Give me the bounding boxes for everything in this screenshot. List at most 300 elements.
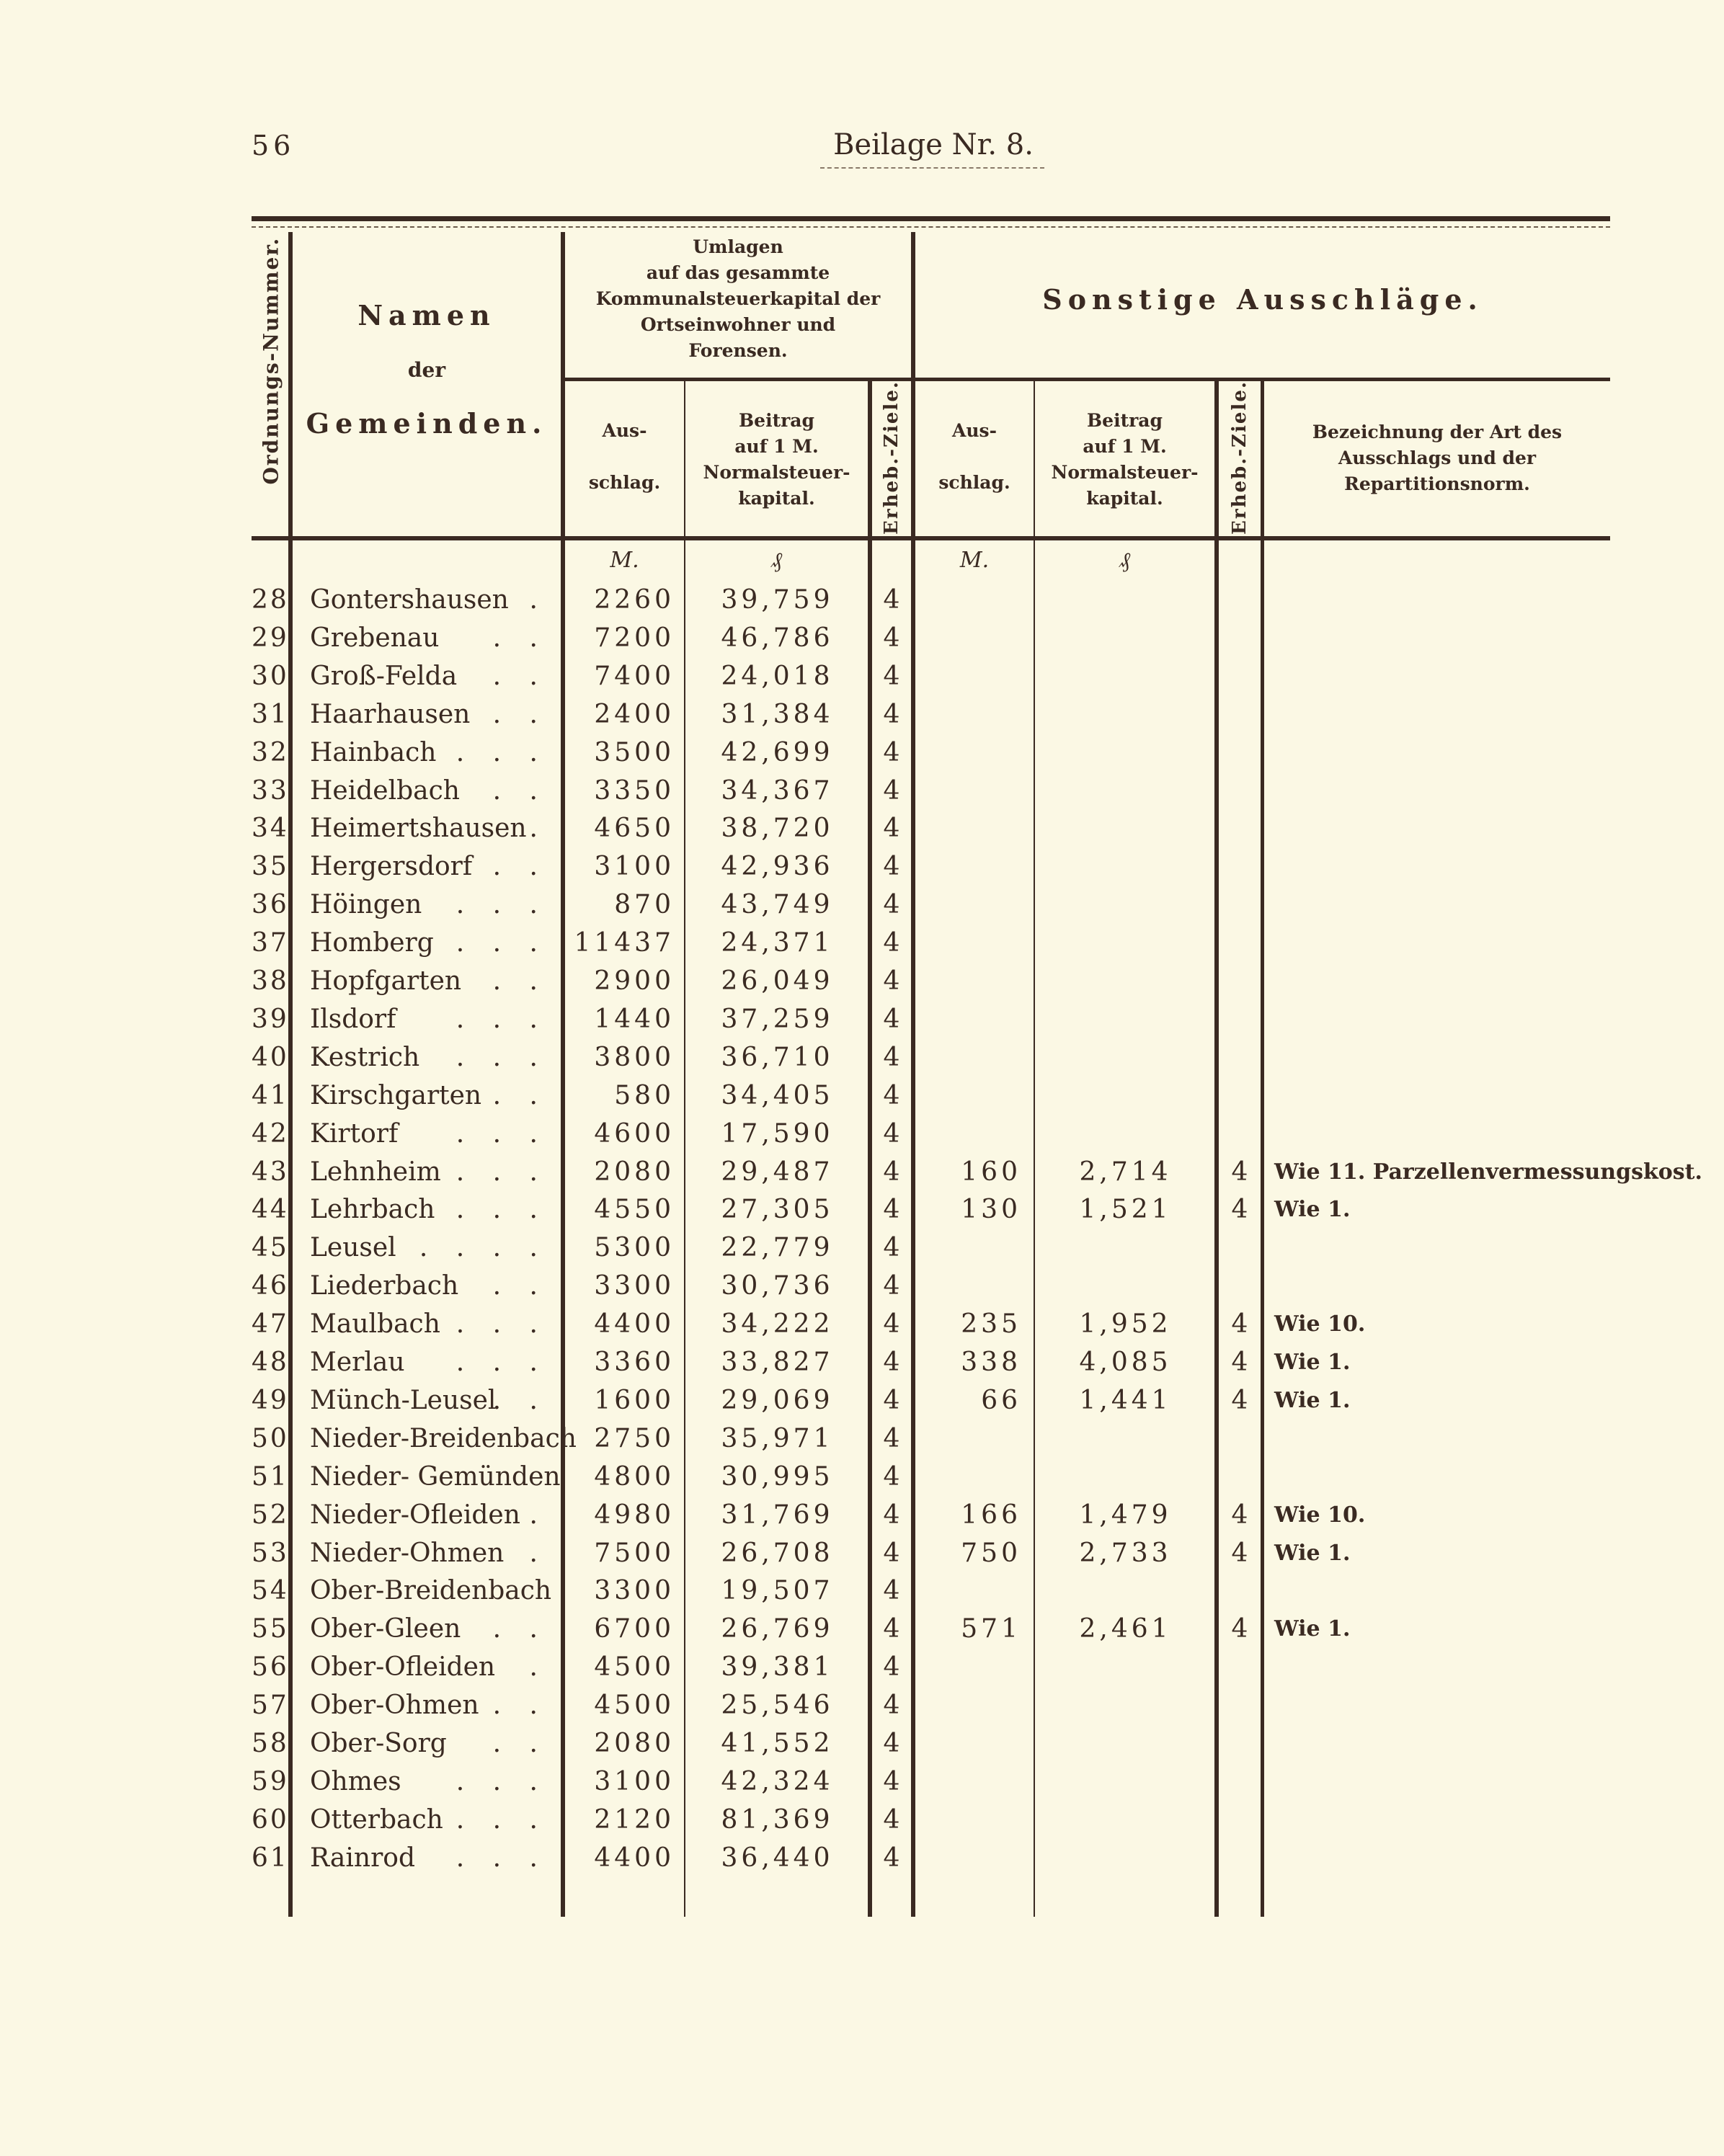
municipality-name: Kestrich [310, 1042, 420, 1072]
leader-dots: . . . [456, 1004, 548, 1034]
leader-dots: . [529, 814, 548, 844]
header-ausschlag-line: Aus- [602, 420, 647, 441]
header-umlagen-line: Kommunalsteuerkapital der [595, 288, 881, 309]
table-row [0, 1077, 1724, 1115]
sonstige-beitrag: 1,521 [1079, 1195, 1172, 1225]
repartition-note: Wie 10. [1274, 1502, 1366, 1528]
leader-dots: . . . [456, 1157, 548, 1187]
sonstige-beitrag: 2,714 [1079, 1157, 1172, 1187]
umlage-erheb-ziele: 4 [883, 1766, 900, 1796]
umlage-beitrag: 31,769 [721, 1500, 834, 1530]
umlage-erheb-ziele: 4 [883, 1233, 900, 1263]
umlage-erheb-ziele: 4 [883, 1309, 900, 1340]
row-number: 51 [252, 1461, 289, 1492]
umlage-ausschlag: 2900 [594, 966, 675, 996]
sonstige-beitrag: 2,461 [1079, 1614, 1172, 1644]
municipality-name: Homberg [310, 928, 434, 958]
sonstige-beitrag: 1,441 [1079, 1385, 1172, 1415]
umlage-erheb-ziele: 4 [883, 1271, 900, 1301]
umlage-erheb-ziele: 4 [883, 775, 900, 806]
header-erheb-ziele-2: Erheb.-Ziele. [1229, 380, 1250, 535]
municipality-name: Groß-Felda [310, 661, 458, 691]
row-number: 38 [252, 966, 289, 996]
header-umlagen-line: Ortseinwohner und [640, 314, 836, 335]
table-row [0, 1839, 1724, 1877]
municipality-name: Ober-Breidenbach [310, 1576, 552, 1606]
umlage-ausschlag: 3350 [594, 775, 675, 806]
leader-dots: . [529, 1652, 548, 1683]
leader-dots: . [529, 1538, 548, 1568]
sonstige-ausschlag: 166 [961, 1500, 1021, 1530]
leader-dots: . . . [456, 1348, 548, 1377]
umlage-ausschlag: 4800 [594, 1461, 675, 1492]
municipality-name: Heidelbach [310, 775, 460, 806]
municipality-name: Hopfgarten [310, 966, 462, 996]
header-umlagen-line: auf das gesammte [646, 262, 830, 283]
row-number: 35 [252, 852, 289, 882]
municipality-name: Ober-Ofleiden [310, 1652, 496, 1683]
umlage-beitrag: 25,546 [721, 1690, 834, 1721]
row-number: 32 [252, 737, 289, 767]
unit-mark-2: M. [959, 548, 990, 573]
umlage-ausschlag: 2260 [594, 585, 675, 615]
umlage-beitrag: 37,259 [721, 1004, 834, 1034]
umlage-beitrag: 30,995 [721, 1461, 834, 1492]
umlage-beitrag: 30,736 [721, 1271, 834, 1301]
table-row [0, 1153, 1724, 1191]
sonstige-erheb-ziele: 4 [1231, 1309, 1248, 1340]
row-number: 59 [252, 1766, 289, 1796]
umlage-beitrag: 17,590 [721, 1118, 834, 1149]
sonstige-beitrag: 2,733 [1079, 1538, 1172, 1568]
row-number: 34 [252, 814, 289, 844]
leader-dots: . . [492, 1729, 548, 1758]
table-row [0, 1572, 1724, 1610]
table-row [0, 1305, 1724, 1343]
umlage-erheb-ziele: 4 [883, 661, 900, 691]
leader-dots: . . [492, 699, 548, 729]
sonstige-erheb-ziele: 4 [1231, 1385, 1248, 1415]
municipality-name: Hainbach [310, 737, 437, 767]
municipality-name: Münch-Leusel [310, 1385, 497, 1415]
table-row [0, 772, 1724, 810]
leader-dots: . . . [456, 737, 548, 767]
umlage-ausschlag: 4500 [594, 1690, 675, 1721]
repartition-note: Wie 1. [1274, 1540, 1351, 1566]
umlage-ausschlag: 6700 [594, 1614, 675, 1644]
sonstige-ausschlag: 130 [961, 1195, 1021, 1225]
row-number: 57 [252, 1690, 289, 1721]
umlage-ausschlag: 2080 [594, 1157, 675, 1187]
title-underline [820, 167, 1044, 169]
sonstige-ausschlag: 571 [961, 1614, 1021, 1644]
repartition-note: Wie 10. [1274, 1311, 1366, 1337]
umlage-erheb-ziele: 4 [883, 1423, 900, 1453]
row-number: 52 [252, 1500, 289, 1530]
header-namen-line: Namen [357, 299, 496, 331]
leader-dots: . . [492, 966, 548, 996]
umlage-ausschlag: 1440 [594, 1004, 675, 1034]
umlage-ausschlag: 3100 [594, 1766, 675, 1796]
row-number: 41 [252, 1080, 289, 1110]
municipality-name: Höingen [310, 890, 422, 920]
header-beitrag-line: Beitrag [1087, 410, 1163, 431]
leader-dots: . . [492, 775, 548, 806]
umlage-ausschlag: 2750 [594, 1423, 675, 1453]
sonstige-ausschlag: 160 [961, 1157, 1021, 1187]
leader-dots: . . . [456, 1766, 548, 1796]
umlage-erheb-ziele: 4 [883, 890, 900, 920]
umlage-beitrag: 36,440 [721, 1843, 834, 1873]
umlage-erheb-ziele: 4 [883, 966, 900, 996]
umlage-erheb-ziele: 4 [883, 1729, 900, 1758]
table-row [0, 1038, 1724, 1077]
municipality-name: Nieder-Ohmen [310, 1538, 505, 1568]
header-ausschlag-2 [915, 418, 1034, 496]
header-bottom-rule [252, 536, 1610, 540]
umlage-erheb-ziele: 4 [883, 1461, 900, 1492]
umlage-ausschlag: 3300 [594, 1271, 675, 1301]
umlage-ausschlag: 2120 [594, 1804, 675, 1835]
table-row [0, 1686, 1724, 1724]
table-row [0, 1458, 1724, 1496]
umlage-ausschlag: 7400 [594, 661, 675, 691]
header-beitrag-line: Normalsteuer- [703, 462, 850, 483]
row-number: 31 [252, 699, 289, 729]
umlage-beitrag: 27,305 [721, 1195, 834, 1225]
table-row [0, 581, 1724, 619]
municipality-name: Haarhausen [310, 699, 471, 729]
umlage-beitrag: 34,222 [721, 1309, 834, 1340]
header-erheb-ziele: Erheb.-Ziele. [881, 380, 902, 535]
leader-dots: . . [492, 1385, 548, 1415]
umlage-ausschlag: 4650 [594, 814, 675, 844]
table-row [0, 1343, 1724, 1381]
municipality-name: Ober-Gleen [310, 1614, 461, 1644]
table-row [0, 1763, 1724, 1801]
header-sonstige-ausschlaege: Sonstige Ausschläge. [1042, 283, 1483, 316]
row-number: 36 [252, 890, 289, 920]
umlage-erheb-ziele: 4 [883, 1690, 900, 1721]
table-row [0, 1801, 1724, 1839]
leader-dots: . . [492, 1614, 548, 1644]
umlage-ausschlag: 4500 [594, 1652, 675, 1683]
table-row [0, 1190, 1724, 1229]
row-number: 50 [252, 1423, 289, 1453]
header-bezeichnung-line: Bezeichnung der Art des [1312, 422, 1563, 442]
umlage-ausschlag: 2080 [594, 1729, 675, 1758]
umlage-beitrag: 38,720 [721, 814, 834, 844]
umlage-ausschlag: 3800 [594, 1042, 675, 1072]
umlage-erheb-ziele: 4 [883, 585, 900, 615]
table-row [0, 1610, 1724, 1648]
sonstige-erheb-ziele: 4 [1231, 1614, 1248, 1644]
umlage-erheb-ziele: 4 [883, 623, 900, 653]
sonstige-ausschlag: 750 [961, 1538, 1021, 1568]
row-number: 48 [252, 1348, 289, 1377]
unit-mark-1: M. [610, 548, 639, 573]
umlage-beitrag: 26,769 [721, 1614, 834, 1644]
umlage-beitrag: 42,324 [721, 1766, 834, 1796]
row-number: 55 [252, 1614, 289, 1644]
umlage-erheb-ziele: 4 [883, 1195, 900, 1225]
umlage-erheb-ziele: 4 [883, 1385, 900, 1415]
row-number: 47 [252, 1309, 289, 1340]
municipality-name: Nieder-Ofleiden [310, 1500, 520, 1530]
umlage-erheb-ziele: 4 [883, 1576, 900, 1606]
sonstige-beitrag: 1,952 [1079, 1309, 1172, 1340]
header-beitrag-line: auf 1 M. [734, 436, 819, 457]
municipality-name: Otterbach [310, 1804, 443, 1835]
umlage-erheb-ziele: 4 [883, 1538, 900, 1568]
umlage-erheb-ziele: 4 [883, 1652, 900, 1683]
umlage-beitrag: 24,371 [721, 928, 834, 958]
row-number: 58 [252, 1729, 289, 1758]
umlage-ausschlag: 7500 [594, 1538, 675, 1568]
municipality-name: Leusel [310, 1233, 396, 1263]
sonstige-beitrag: 1,479 [1079, 1500, 1172, 1530]
page-number: 56 [252, 130, 296, 161]
header-ordnungs-nummer: Ordnungs-Nummer. [259, 236, 283, 485]
repartition-note: Wie 1. [1274, 1197, 1351, 1223]
municipality-name: Nieder-Breidenbach [310, 1423, 577, 1453]
header-subdivision-rule [563, 378, 1610, 381]
table-row [0, 1420, 1724, 1458]
table-row [0, 1648, 1724, 1686]
umlage-erheb-ziele: 4 [883, 1118, 900, 1149]
umlage-beitrag: 39,381 [721, 1652, 834, 1683]
umlage-erheb-ziele: 4 [883, 1042, 900, 1072]
leader-dots: . . . [456, 890, 548, 920]
umlage-beitrag: 42,936 [721, 852, 834, 882]
umlage-beitrag: 41,552 [721, 1729, 834, 1758]
table-row [0, 1381, 1724, 1420]
umlage-ausschlag: 11437 [574, 928, 675, 958]
header-beitrag-line: Beitrag [739, 410, 814, 431]
municipality-name: Grebenau [310, 623, 440, 653]
municipality-name: Ilsdorf [310, 1004, 396, 1034]
row-number: 30 [252, 661, 289, 691]
municipality-name: Maulbach [310, 1309, 440, 1340]
table-row [0, 1000, 1724, 1038]
municipality-name: Nieder- Gemünden [310, 1461, 561, 1492]
repartition-note: Wie 1. [1274, 1350, 1351, 1375]
sonstige-beitrag: 4,085 [1079, 1348, 1172, 1377]
umlage-beitrag: 31,384 [721, 699, 834, 729]
table-row [0, 886, 1724, 924]
row-number: 61 [252, 1843, 289, 1873]
leader-dots: . . . [456, 1195, 548, 1225]
leader-dots: . . . [456, 1042, 548, 1072]
leader-dots: . . . . [419, 1233, 548, 1263]
header-namen-line: der [407, 358, 446, 382]
umlage-erheb-ziele: 4 [883, 1614, 900, 1644]
header-beitrag-line: auf 1 M. [1083, 436, 1167, 457]
table-row [0, 924, 1724, 962]
table-row [0, 809, 1724, 847]
municipality-name: Gontershausen [310, 585, 509, 615]
row-number: 40 [252, 1042, 289, 1072]
sonstige-erheb-ziele: 4 [1231, 1195, 1248, 1225]
municipality-name: Ohmes [310, 1766, 401, 1796]
row-number: 33 [252, 775, 289, 806]
table-row [0, 619, 1724, 657]
umlage-beitrag: 81,369 [721, 1804, 834, 1835]
header-beitrag-line: kapital. [1086, 488, 1163, 509]
table-row [0, 1115, 1724, 1153]
umlage-ausschlag: 5300 [594, 1233, 675, 1263]
row-number: 37 [252, 928, 289, 958]
umlage-ausschlag: 1600 [594, 1385, 675, 1415]
sonstige-ausschlag: 66 [981, 1385, 1021, 1415]
umlage-ausschlag: 3100 [594, 852, 675, 882]
umlage-ausschlag: 4400 [594, 1843, 675, 1873]
umlage-ausschlag: 2400 [594, 699, 675, 729]
header-bezeichnung-line: Repartitionsnorm. [1344, 473, 1530, 494]
header-umlagen-line: Forensen. [688, 340, 788, 361]
umlage-beitrag: 22,779 [721, 1233, 834, 1263]
leader-dots: . . . [456, 1804, 548, 1835]
repartition-note: Wie 11. Parzellenvermessungskost. [1274, 1159, 1702, 1185]
table-row [0, 1229, 1724, 1267]
umlage-ausschlag: 4550 [594, 1195, 675, 1225]
umlage-ausschlag: 4400 [594, 1309, 675, 1340]
municipality-name: Kirtorf [310, 1118, 399, 1149]
row-number: 45 [252, 1233, 289, 1263]
umlage-erheb-ziele: 4 [883, 699, 900, 729]
umlage-erheb-ziele: 4 [883, 737, 900, 767]
sonstige-ausschlag: 235 [961, 1309, 1021, 1340]
header-bezeichnung-line: Ausschlags und der [1338, 447, 1537, 468]
umlage-beitrag: 26,049 [721, 966, 834, 996]
umlage-beitrag: 46,786 [721, 623, 834, 653]
umlage-erheb-ziele: 4 [883, 928, 900, 958]
row-number: 39 [252, 1004, 289, 1034]
table-row [0, 657, 1724, 695]
table-row [0, 1534, 1724, 1572]
municipality-name: Liederbach [310, 1271, 459, 1301]
sonstige-erheb-ziele: 4 [1231, 1157, 1248, 1187]
table-row [0, 1724, 1724, 1763]
table-row [0, 962, 1724, 1000]
table-row [0, 695, 1724, 734]
umlage-beitrag: 42,699 [721, 737, 834, 767]
row-number: 46 [252, 1271, 289, 1301]
row-number: 60 [252, 1804, 289, 1835]
sonstige-erheb-ziele: 4 [1231, 1500, 1248, 1530]
table-row [0, 1496, 1724, 1534]
municipality-name: Rainrod [310, 1843, 416, 1873]
leader-dots: . . . [456, 1843, 548, 1873]
umlage-ausschlag: 3500 [594, 737, 675, 767]
header-ausschlag-line: schlag. [938, 472, 1010, 493]
repartition-note: Wie 1. [1274, 1616, 1351, 1642]
umlage-beitrag: 19,507 [721, 1576, 834, 1606]
leader-dots: . . . [456, 1309, 548, 1340]
umlage-erheb-ziele: 4 [883, 1500, 900, 1530]
umlage-ausschlag: 3360 [594, 1348, 675, 1377]
umlage-erheb-ziele: 4 [883, 1004, 900, 1034]
row-number: 53 [252, 1538, 289, 1568]
umlage-beitrag: 34,367 [721, 775, 834, 806]
row-number: 49 [252, 1385, 289, 1415]
row-number: 42 [252, 1118, 289, 1149]
leader-dots: . [529, 1500, 548, 1530]
repartition-note: Wie 1. [1274, 1387, 1351, 1413]
umlage-ausschlag: 3300 [594, 1576, 675, 1606]
municipality-name: Kirschgarten [310, 1080, 482, 1110]
sonstige-erheb-ziele: 4 [1231, 1348, 1248, 1377]
umlage-beitrag: 29,069 [721, 1385, 834, 1415]
municipality-name: Ober-Ohmen [310, 1690, 479, 1721]
row-number: 54 [252, 1576, 289, 1606]
umlage-erheb-ziele: 4 [883, 1157, 900, 1187]
municipality-name: Merlau [310, 1348, 405, 1377]
header-beitrag-2 [1035, 408, 1214, 512]
leader-dots: . . [492, 1271, 548, 1301]
header-ausschlag-line: schlag. [588, 472, 661, 493]
leader-dots: . [529, 585, 548, 615]
unit-pfennig-1: ₰ [771, 548, 782, 573]
header-namen [293, 299, 561, 440]
umlage-beitrag: 24,018 [721, 661, 834, 691]
header-beitrag [685, 408, 868, 512]
table-top-rule [252, 216, 1610, 221]
table-row [0, 734, 1724, 772]
table-row [0, 847, 1724, 886]
umlage-beitrag: 39,759 [721, 585, 834, 615]
umlage-beitrag: 29,487 [721, 1157, 834, 1187]
header-umlagen [565, 234, 911, 364]
row-number: 28 [252, 585, 289, 615]
umlage-beitrag: 26,708 [721, 1538, 834, 1568]
umlage-erheb-ziele: 4 [883, 814, 900, 844]
leader-dots: . . [492, 1080, 548, 1110]
table-row [0, 1267, 1724, 1305]
leader-dots: . . [492, 623, 548, 653]
umlage-beitrag: 36,710 [721, 1042, 834, 1072]
umlage-erheb-ziele: 4 [883, 1843, 900, 1873]
umlage-ausschlag: 4600 [594, 1118, 675, 1149]
table-top-thin-rule [252, 226, 1610, 228]
municipality-name: Heimertshausen [310, 814, 527, 844]
header-ausschlag [565, 418, 684, 496]
umlage-beitrag: 33,827 [721, 1348, 834, 1377]
umlage-beitrag: 35,971 [721, 1423, 834, 1453]
unit-pfennig-2: ₰ [1119, 548, 1130, 573]
sonstige-ausschlag: 338 [961, 1348, 1021, 1377]
municipality-name: Ober-Sorg [310, 1729, 447, 1758]
header-ausschlag-line: Aus- [951, 420, 997, 441]
leader-dots: . . [492, 661, 548, 691]
header-beitrag-line: Normalsteuer- [1051, 462, 1199, 483]
umlage-ausschlag: 7200 [594, 623, 675, 653]
municipality-name: Hergersdorf [310, 852, 473, 882]
umlage-ausschlag: 580 [614, 1080, 675, 1110]
sonstige-erheb-ziele: 4 [1231, 1538, 1248, 1568]
umlage-beitrag: 34,405 [721, 1080, 834, 1110]
municipality-name: Lehrbach [310, 1195, 435, 1225]
municipality-name: Lehnheim [310, 1157, 441, 1187]
leader-dots: . . [492, 1690, 548, 1721]
umlage-erheb-ziele: 4 [883, 1080, 900, 1110]
header-umlagen-line: Umlagen [693, 236, 783, 257]
row-number: 43 [252, 1157, 289, 1187]
umlage-beitrag: 43,749 [721, 890, 834, 920]
header-namen-line: Gemeinden. [306, 407, 548, 440]
umlage-erheb-ziele: 4 [883, 1348, 900, 1377]
umlage-ausschlag: 4980 [594, 1500, 675, 1530]
